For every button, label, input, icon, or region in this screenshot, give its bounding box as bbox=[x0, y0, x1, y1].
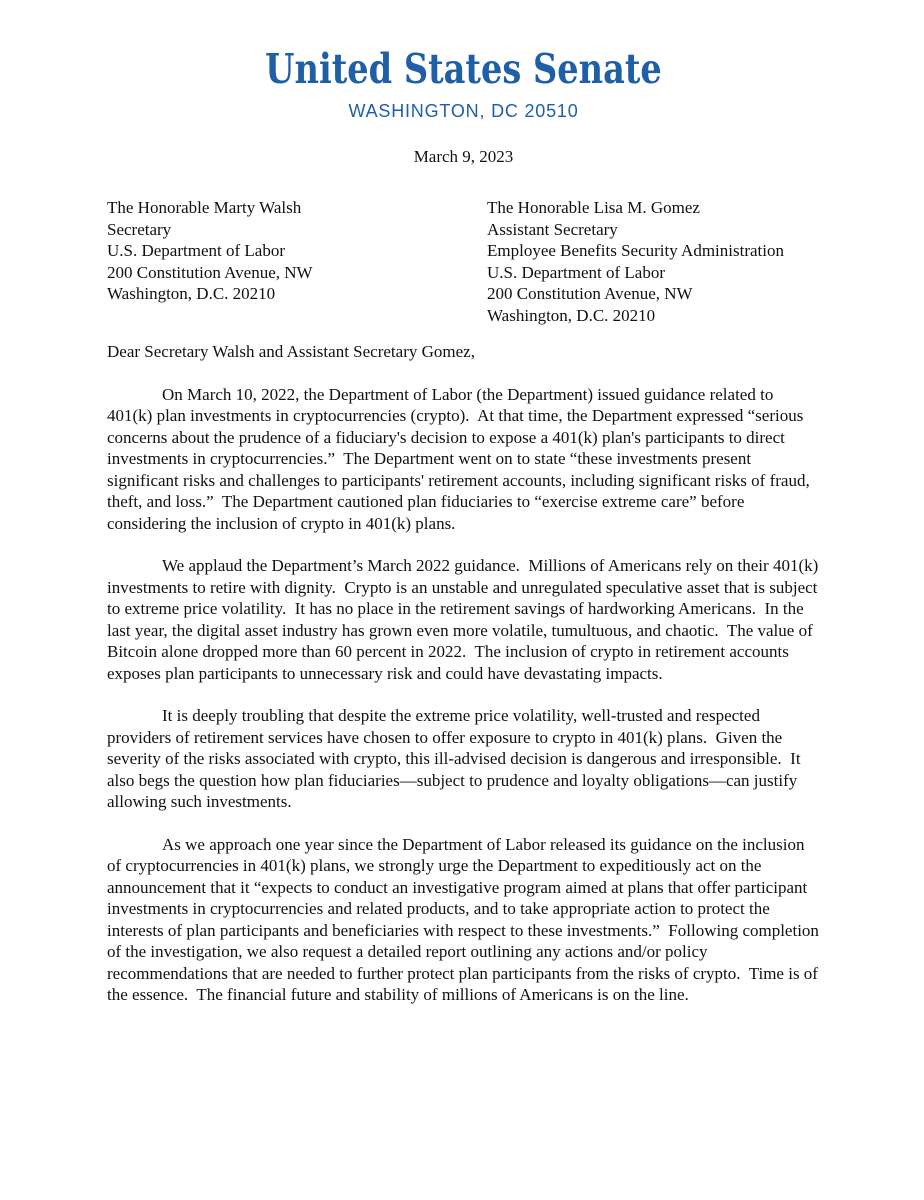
letterhead-title: United States Senate bbox=[265, 45, 662, 93]
recipient-street: 200 Constitution Avenue, NW bbox=[487, 284, 693, 303]
recipient-blocks bbox=[107, 197, 820, 326]
recipient-name: The Honorable Marty Walsh bbox=[107, 198, 302, 217]
recipient-name: The Honorable Lisa M. Gomez bbox=[487, 198, 700, 217]
recipient-block-walsh bbox=[107, 197, 487, 326]
letterhead bbox=[107, 44, 820, 122]
recipient-city: Washington, D.C. 20210 bbox=[487, 305, 656, 325]
body-paragraph-3: It is deeply troubling that despite the extreme price volatility, well-trusted and respected providers of retirement services have chosen to offer exposure to crypto in 401(k) plans. Given the severity of the risks associated with crypto, this ill-advised decision is dangerous and irresponsible. It also begs the question how plan fiduciaries—subject to prudence and loyalty obligations—can justify allowing such investments. bbox=[107, 706, 805, 811]
recipient-title: Secretary bbox=[107, 219, 172, 239]
recipient-title: Assistant Secretary bbox=[487, 219, 618, 239]
recipient-agency: U.S. Department of Labor bbox=[487, 262, 665, 282]
body-paragraph-2: We applaud the Department’s March 2022 guidance. Millions of Americans rely on their 401(k) investments to retire with dignity. Crypto is an unstable and unregulated speculative asset that is subject to extreme price volatility. It has no place in the retirement savings of hardworking Americans. In the last year, the digital asset industry has grown even more volatile, tumultuous, and chaotic. The value of Bitcoin alone dropped more than 60 percent in 2022. The inclusion of crypto in retirement accounts exposes plan participants to unnecessary risk and could have devastating impacts. bbox=[107, 556, 823, 683]
letter-date: March 9, 2023 bbox=[413, 147, 514, 166]
recipient-office: Employee Benefits Security Administration bbox=[487, 241, 784, 260]
recipient-street: 200 Constitution Avenue, NW bbox=[107, 262, 313, 282]
recipient-block-gomez bbox=[487, 197, 820, 326]
salutation: Dear Secretary Walsh and Assistant Secretary Gomez, bbox=[107, 342, 475, 361]
recipient-city: Washington, D.C. 20210 bbox=[107, 284, 276, 303]
letterhead-city-line: WASHINGTON, DC 20510 bbox=[348, 101, 579, 121]
recipient-agency: U.S. Department of Labor bbox=[107, 241, 285, 260]
body-paragraph-1: On March 10, 2022, the Department of Labor (the Department) issued guidance related to 401(k) plan investments in cryptocurrencies (crypto). At that time, the Department expressed “serious concerns about the prudence of a fiduciary's decision to expose a 401(k) plan's participants to direct investments in cryptocurrencies.” The Department went on to state “these investments present significant risks and challenges to participants' retirement accounts, including significant risks of fraud, theft, and loss.” The Department cautioned plan fiduciaries to “exercise extreme care” before considering the inclusion of crypto in 401(k) plans. bbox=[107, 384, 814, 533]
body-paragraph-4: As we approach one year since the Department of Labor released its guidance on the inclusion of cryptocurrencies in 401(k) plans, we strongly urge the Department to expeditiously act on the announcement that it “expects to conduct an investigative program aimed at plans that offer participant investments in cryptocurrencies and related products, and to take appropriate action to protect the interests of plan participants and beneficiaries with respect to these investments.” Following completion of the investigation, we also request a detailed report outlining any actions and/or policy recommendations that are needed to further protect plan participants from the risks of crypto. Time is of the essence. The financial future and stability of millions of Americans is on the line. bbox=[107, 834, 824, 1004]
